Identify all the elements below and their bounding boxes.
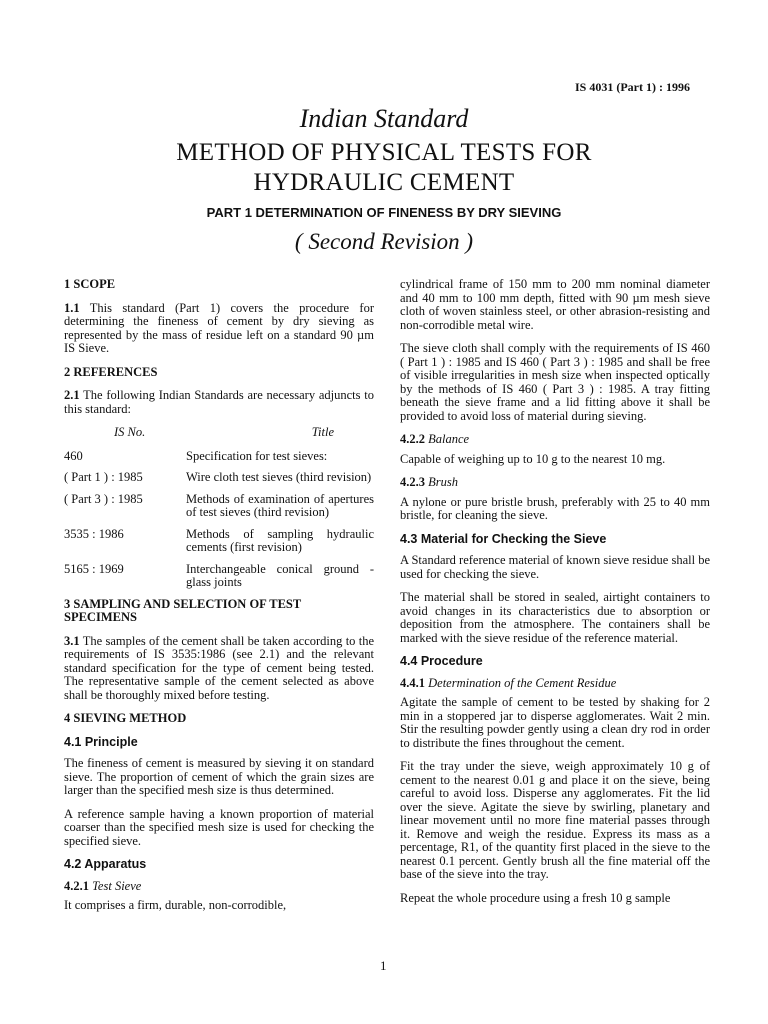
references-heading: 2 REFERENCES <box>64 364 158 379</box>
reference-row <box>64 528 374 555</box>
scope-text: This standard (Part 1) covers the procedure for determining the fineness of cement by dry sieving as represented by the mass of residue left on a standard 90 µm IS Sieve. <box>64 300 374 355</box>
ref-number: ( Part 3 ) : 1985 <box>64 491 143 506</box>
residue-paragraph-3: Repeat the whole procedure using a fresh 10 g sample <box>400 890 671 905</box>
revision-label: ( Second Revision ) <box>294 229 474 254</box>
ref-number: 460 <box>64 448 83 463</box>
residue-subheading <box>400 677 710 691</box>
brush-label: Brush <box>428 475 458 489</box>
principle-paragraph-2: A reference sample having a known proportion of material coarser than the specified mesh size is used for checking the specified sieve. <box>64 806 374 848</box>
residue-label: Determination of the Cement Residue <box>428 675 617 690</box>
title-line-2: HYDRAULIC CEMENT <box>253 169 515 196</box>
sampling-number: 3.1 <box>64 633 80 648</box>
reference-row <box>64 471 374 485</box>
scope-number: 1.1 <box>64 300 80 315</box>
ref-number: 5165 : 1969 <box>64 561 124 576</box>
test-sieve-subheading <box>64 880 374 894</box>
indian-standard-label: Indian Standard <box>299 104 469 133</box>
reference-row <box>64 563 374 590</box>
balance-number: 4.2.2 <box>400 432 425 446</box>
references-table-header <box>64 426 374 440</box>
test-sieve-label: Test Sieve <box>92 878 142 893</box>
ref-title: Specification for test sieves: <box>186 448 328 463</box>
balance-paragraph: Capable of weighing up to 10 g to the nearest 10 mg. <box>400 451 666 466</box>
part-title: PART 1 DETERMINATION OF FINENESS BY DRY SIEVING <box>206 205 562 220</box>
references-text: The following Indian Standards are necessary adjuncts to this standard: <box>64 388 374 416</box>
sampling-heading: 3 SAMPLING AND SELECTION OF TEST SPECIMENS <box>64 596 301 624</box>
test-sieve-number: 4.2.1 <box>64 878 89 893</box>
ref-col-is-no: IS No. <box>114 425 146 439</box>
principle-paragraph-1: The fineness of cement is measured by sieving it on standard sieve. The proportion of cement of which the grain sizes are larger than the specified mesh size is thus determined. <box>64 756 374 797</box>
page-number: 1 <box>380 958 387 973</box>
left-column <box>64 278 374 923</box>
principle-heading: 4.1 Principle <box>64 734 138 749</box>
ref-number: 3535 : 1986 <box>64 526 124 541</box>
references-number: 2.1 <box>64 388 80 402</box>
reference-row <box>64 450 374 464</box>
references-paragraph <box>64 389 374 416</box>
brush-number: 4.2.3 <box>400 475 425 489</box>
sieve-continued-paragraph: cylindrical frame of 150 mm to 200 mm nominal diameter and 40 mm to 100 mm depth, fitted with 90 µm mesh sieve cloth of woven stainless steel, or other abrasion-resisting and non-corrodible metal wire. <box>400 277 710 332</box>
residue-number: 4.4.1 <box>400 675 425 690</box>
residue-paragraph-2: Fit the tray under the sieve, weigh approximately 10 g of cement to the nearest 0.01 g and place it on the sieve, being careful to avoid loss. Disperse any agglomerates. Fit the lid over the sieve. Agitate the sieve by swirling, planetary and linear movement until no more fine material passes through it. Remove and weigh the residue. Express its mass as a percentage, R1, of the quantity first placed in the sieve to the nearest 0.1 percent. Gently brush all the fine material off the base of the sieve into the tray. <box>400 759 710 881</box>
material-heading: 4.3 Material for Checking the Sieve <box>400 531 607 546</box>
ref-title: Wire cloth test sieves (third revision) <box>186 470 372 484</box>
balance-label: Balance <box>428 432 470 446</box>
ref-number: ( Part 1 ) : 1985 <box>64 470 143 484</box>
apparatus-heading: 4.2 Apparatus <box>64 857 147 871</box>
ref-col-title: Title <box>311 425 334 439</box>
brush-paragraph: A nylone or pure bristle brush, preferably with 25 to 40 mm bristle, for cleaning the sieve. <box>400 494 710 522</box>
material-paragraph-1: A Standard reference material of known sieve residue shall be used for checking the sieve. <box>400 553 710 581</box>
sieving-method-heading: 4 SIEVING METHOD <box>64 711 187 725</box>
right-column <box>400 278 710 915</box>
test-sieve-paragraph: It comprises a firm, durable, non-corrodible, <box>64 898 287 912</box>
ref-title: Methods of examination of apertures of test sieves (third revision) <box>186 491 374 519</box>
scope-paragraph <box>64 302 374 356</box>
reference-row <box>64 493 374 520</box>
title-line-1: METHOD OF PHYSICAL TESTS FOR <box>176 139 592 166</box>
standard-number: IS 4031 (Part 1) : 1996 <box>575 80 690 94</box>
sampling-paragraph <box>64 635 374 703</box>
document-header <box>0 104 768 256</box>
ref-title: Methods of sampling hydraulic cements (first revision) <box>186 526 374 554</box>
material-paragraph-2: The material shall be stored in sealed, airtight containers to avoid changes in its characteristics due to absorption or deposition from the atmosphere. The containers shall be marked with the sieve residue of the reference material. <box>400 590 710 645</box>
sampling-text: The samples of the cement shall be taken according to the requirements of IS 3535:1986 (see 2.1) and the relevant standard specification for the type of cement being tested. The representative sample of the cement selected as above shall be thoroughly mixed before testing. <box>64 633 375 702</box>
procedure-heading: 4.4 Procedure <box>400 654 483 668</box>
ref-title: Interchangeable conical ground - glass joints <box>186 561 374 589</box>
sieve-cloth-paragraph: The sieve cloth shall comply with the requirements of IS 460 ( Part 1 ) : 1985 and IS 460 ( Part 3 ) : 1985 and shall be free of visible irregularities in mesh size when inspected optically by the methods of IS 460 ( Part 3 ) : 1985. A tray fitting beneath the sieve frame and a lid fitting above it shall be provided to avoid loss of material during sieving. <box>400 341 710 423</box>
brush-subheading <box>400 476 710 490</box>
scope-heading: 1 SCOPE <box>64 277 116 291</box>
balance-subheading <box>400 433 710 447</box>
residue-paragraph-1: Agitate the sample of cement to be tested by shaking for 2 min in a stoppered jar to disperse agglomerates. Wait 2 min. Stir the resulting powder gently using a clean dry rod in order to distribute the fines throughout the cement. <box>400 695 710 750</box>
